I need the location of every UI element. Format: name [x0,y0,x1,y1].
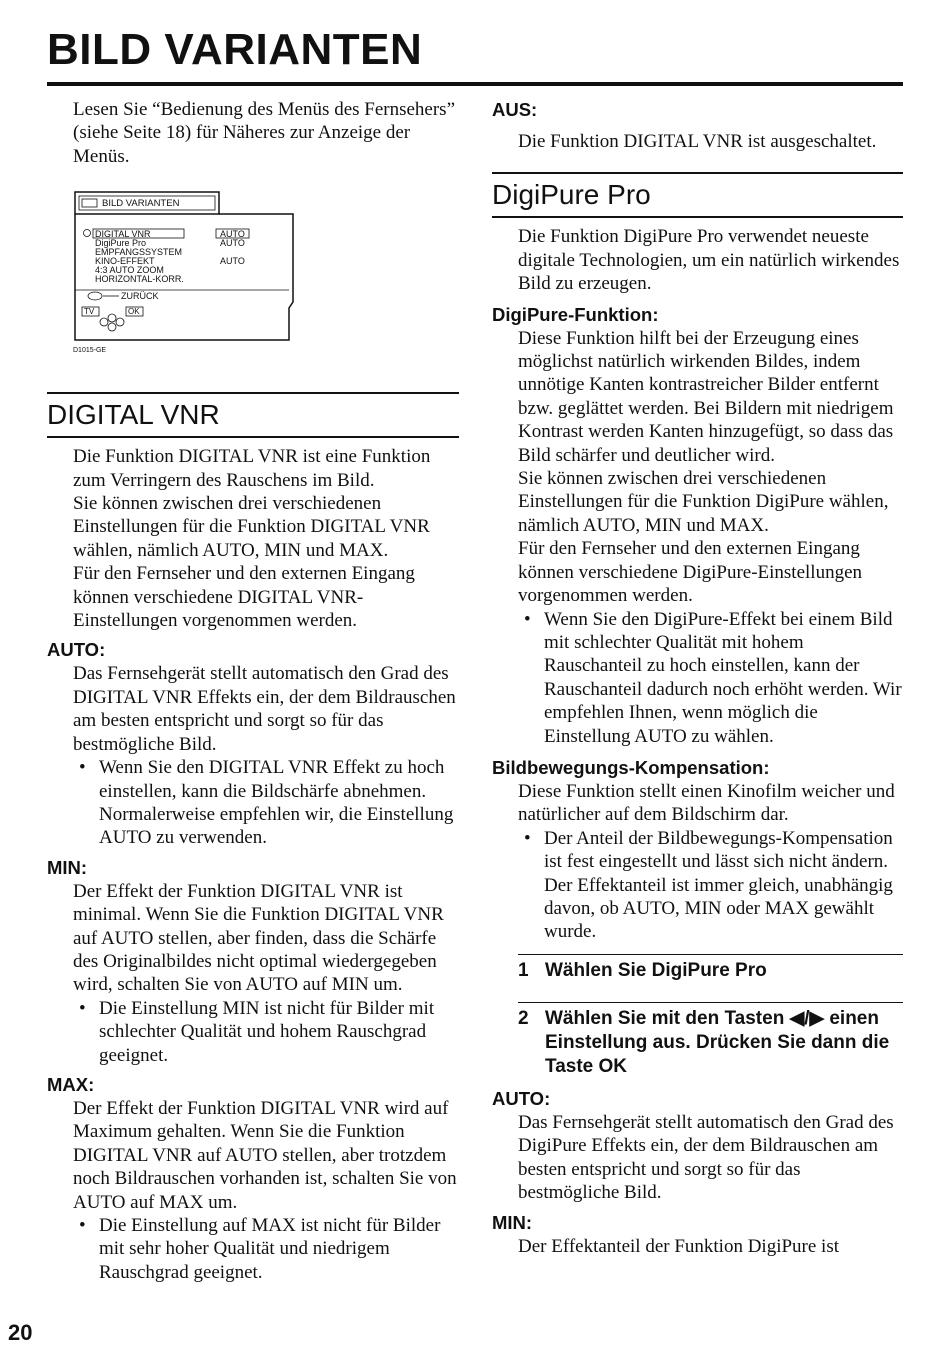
kompensation-heading: Bildbewegungs-Kompensation: [492,756,770,778]
digipure-funktion-p2: Sie können zwischen drei verschiedenen Einstellungen für die Funktion DigiPure wählen, nämlich AUTO, MIN und MAX. [518,468,889,536]
digipure-min-heading: MIN: [492,1212,533,1234]
menu-caption: D1015-GE [73,347,107,355]
vnr-max-text: Der Effekt der Funktion DIGITAL VNR wird auf Maximum gehalten. Wenn Sie die Funktion DIGITAL VNR auf AUTO stellen, aber trotzdem noch Bildrauschen vorhanden ist, schalten Sie von AUTO auf MAX um. [73,1097,457,1213]
vnr-min-text: Der Effekt der Funktion DIGITAL VNR ist minimal. Wenn Sie die Funktion DIGITAL VNR auf AUTO stellen, aber finden, dass die Schärfe des Originalbildes nicht optimal wiedergegeben wird, schalten Sie von AUTO auf MIN um. [73,880,444,996]
menu-title: BILD VARIANTEN [102,198,180,210]
vnr-min-bullet-text: Die Einstellung MIN ist nicht für Bilder mit schlechter Qualität und hohem Rauschgrad geeignet. [99,997,435,1066]
menu-item: HORIZONTAL-KORR. [95,274,184,285]
vnr-auto-text: Das Fernsehgerät stellt automatisch den Grad des DIGITAL VNR Effekts ein, der dem Bildrauschen am besten entspricht und sorgt so für das bestmögliche Bild. [73,663,456,755]
page-number: 20 [8,1320,33,1345]
menu-item: 4:3 AUTO ZOOM [95,265,164,276]
menu-value: AUTO [220,256,245,267]
vnr-min-bullet [73,997,459,1067]
vnr-min-heading: MIN: [47,856,88,878]
bullet-icon: • [79,1215,86,1236]
step-text: Wählen Sie mit den Tasten ◀/▶ einen Einstellung aus. Drücken Sie dann die Taste OK [545,1007,890,1077]
digipure-funktion-bullet [518,608,903,748]
vnr-intro-3: Für den Fernseher und den externen Eingang können verschiedene DIGITAL VNR-Einstellungen vorgenommen werden. [73,563,415,632]
page-title: BILD VARIANTEN [47,25,423,74]
bullet-icon: • [79,997,86,1019]
vnr-intro-2: Sie können zwischen drei verschiedenen Einstellungen für die Funktion DIGITAL VNR wählen, nämlich AUTO, MIN und MAX. [73,493,430,561]
bullet-icon: • [524,827,531,849]
digipure-intro: Die Funktion DigiPure Pro verwendet neueste digitale Technologien, um ein natürlich wirkendes Bild zu erzeugen. [518,226,900,295]
vnr-auto-bullet-text: Wenn Sie den DIGITAL VNR Effekt zu hoch einstellen, kann die Bildschärfe abnehmen. Normalerweise empfehlen wir, die Einstellung AUTO zu verwenden. [99,757,454,849]
vnr-auto-bullet [73,756,459,850]
bullet-icon: • [79,757,86,779]
vnr-aus-text: Die Funktion DIGITAL VNR ist ausgeschaltet. [518,131,877,152]
bullet-icon: • [524,608,531,630]
intro-text: Lesen Sie “Bedienung des Menüs des Fernsehers” (siehe Seite 18) für Näheres zur Anzeige der Menüs. [73,99,456,167]
section-rule-top [47,392,459,394]
step-2 [518,1007,903,1079]
digipure-min-text: Der Effektanteil der Funktion DigiPure ist [518,1236,840,1258]
step-text: Wählen Sie DigiPure Pro [545,959,767,981]
menu-item: KINO-EFFEKT [95,256,155,267]
menu-item: DIGITAL VNR [95,229,151,240]
menu-item: EMPFANGSSYSTEM [95,247,183,258]
menu-tv-label: TV [84,307,95,317]
vnr-intro-1: Die Funktion DIGITAL VNR ist eine Funktion zum Verringern des Rauschens im Bild. [73,446,431,491]
step-rule [518,954,903,955]
digipure-funktion-bullet-text: Wenn Sie den DigiPure-Effekt bei einem Bild mit schlechter Qualität mit hohem Rauschanteil zu hoch einstellen, kann der Rauschanteil dadurch noch erhöht werden. Wir empfehlen Ihnen, wenn möglich die Einstellung AUTO zu wählen. [544,608,902,747]
menu-ok-label: OK [128,307,140,317]
vnr-auto-heading: AUTO: [47,639,106,661]
digipure-auto-heading: AUTO: [492,1087,551,1109]
digipure-auto-text: Das Fernsehgerät stellt automatisch den Grad des DigiPure Effekts ein, der dem Bildrauschen am besten entspricht und sorgt so für das bestmögliche Bild. [518,1111,894,1203]
section-heading-digital-vnr: DIGITAL VNR [47,399,220,431]
section-rule-bottom [47,436,459,438]
kompensation-bullet-text: Der Anteil der Bildbewegungs-Kompensation ist fest eingestellt und lässt sich nicht ändern. Der Effektanteil ist immer gleich, unabhängig davon, ob AUTO, MIN oder MAX gewählt wurde. [544,827,893,943]
section-heading-digipure: DigiPure Pro [492,179,651,211]
step-rule [518,1002,903,1003]
menu-back-label: ZURÜCK [121,291,159,302]
section-rule-bottom [492,216,903,218]
kompensation-bullet [518,827,903,944]
menu-value: AUTO [220,238,245,249]
left-column [47,96,459,1284]
digipure-funktion-heading: DigiPure-Funktion: [492,303,659,325]
title-rule [47,82,903,86]
menu-item: DigiPure Pro [95,238,147,249]
vnr-max-heading: MAX: [47,1073,95,1095]
digipure-funktion-p3: Für den Fernseher und den externen Eingang können verschiedene DigiPure-Einstellungen vorgenommen werden. [518,538,863,607]
section-rule-top [492,172,903,174]
menu-value: AUTO [220,229,245,240]
kompensation-text: Diese Funktion stellt einen Kinofilm weicher und natürlicher auf dem Bildschirm dar. [518,780,895,826]
step-number: 2 [518,1007,529,1029]
vnr-aus-heading: AUS: [492,99,538,120]
step-1 [518,959,903,983]
menu-screenshot [73,190,298,358]
right-column [492,96,903,1259]
vnr-max-bullet [73,1214,459,1284]
vnr-max-bullet-text: Die Einstellung auf MAX ist nicht für Bilder mit sehr hoher Qualität und niedrigem Rauschgrad geeignet. [99,1215,441,1283]
step-number: 1 [518,959,529,981]
digipure-funktion-p1: Diese Funktion hilft bei der Erzeugung eines möglichst natürlich wirkenden Bildes, indem unnötige Kanten kontrastreicher Bilder entfernt bzw. geglättet werden. Bei Bildern mit niedrigem Kontrast werden Kanten hinzugefügt, so dass das Bild schärfer und deutlicher wird. [518,327,894,466]
